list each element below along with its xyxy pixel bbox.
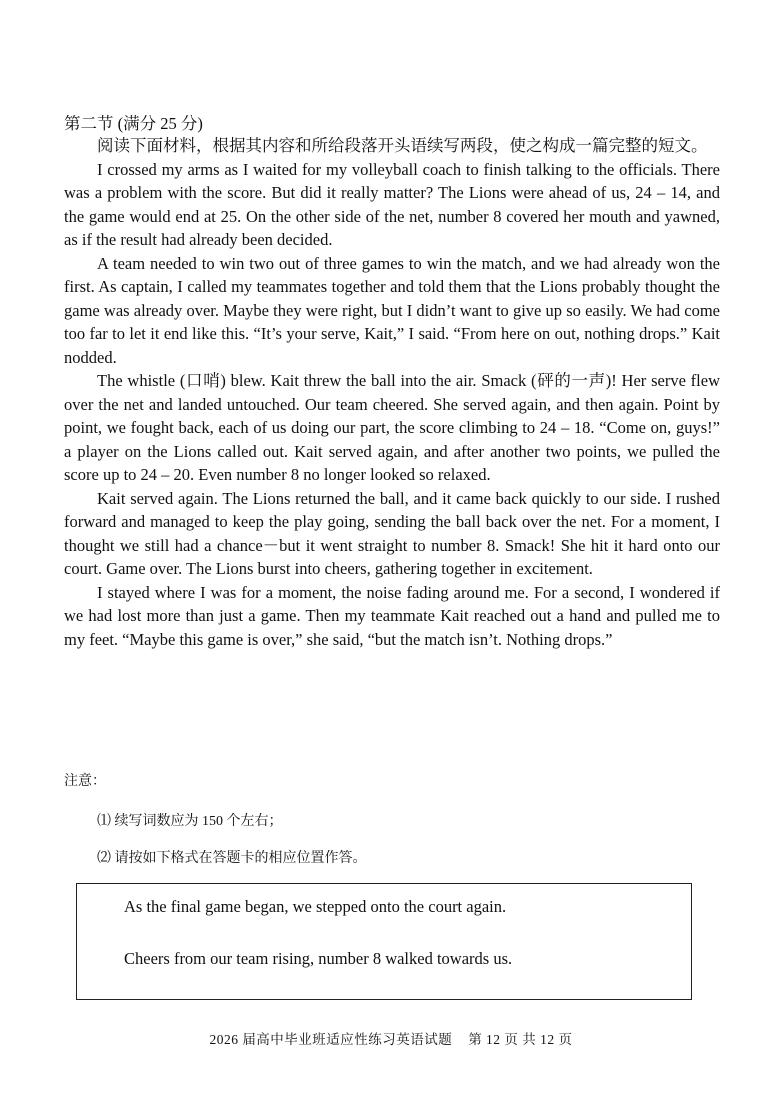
paragraph: A team needed to win two out of three games to win the match, and we had already won the first. As captain, I called my teammates together and told them that the Lions probably thought the game was already over. Maybe they were right, but I didn’t want to give up so easily. We had come too far to let it end like this. “It’s your serve, Kait,” I said. “From here on out, nothing drops.” Kait nodded.: [64, 253, 720, 367]
paragraph-starter: Cheers from our team rising, number 8 walked towards us.: [124, 949, 513, 968]
paragraph: The whistle (口哨) blew. Kait threw the ball into the air. Smack (砰的一声)! Her serve flew over the net and landed untouched. Our team cheered. She served again, and then again. Point by point, we fought back, each of us doing our part, the score climbing to 24 – 18. “Come on, guys!” a player on the Lions called out. Kait served again, and after another two points, we pulled the score up to 24 – 20. Even number 8 no longer looked so relaxed.: [64, 371, 720, 484]
paragraph: I crossed my arms as I waited for my volleyball coach to finish talking to the officials. There was a problem with the score. But did it really matter? The Lions were ahead of us, 24 – 14, and the game would end at 25. On the other side of the net, number 8 covered her mouth and yawned, as if the result had already been decided.: [64, 159, 720, 249]
page-footer: [0, 1030, 782, 1050]
passage: [64, 134, 720, 651]
page-number: 第 12 页 共 12 页: [468, 1032, 573, 1047]
paragraph-starter: As the final game began, we stepped onto the court again.: [124, 897, 507, 916]
note-item: ⑴ 续写词数应为 150 个左右；: [97, 814, 283, 829]
notes-title: 注意：: [64, 774, 106, 789]
section-title: 第二节 (满分 25 分): [64, 114, 203, 133]
paragraph: I stayed where I was for a moment, the noise fading around me. For a second, I wondered if we had lost more than just a game. Then my teammate Kait reached out a hand and pulled me to my feet. “Maybe this game is over,” she said, “but the match isn’t. Nothing drops.”: [64, 582, 720, 649]
exam-title: 2026 届高中毕业班适应性练习英语试题: [209, 1032, 453, 1047]
answer-box: [76, 883, 692, 1000]
paragraph: Kait served again. The Lions returned the ball, and it came back quickly to our side. I rushed forward and managed to keep the play going, sending the ball back over the net. For a moment, I thought we still had a chance－but it went straight to number 8. Smack! She hit it hard onto our court. Game over. The Lions burst into cheers, gathering together in excitement.: [64, 488, 720, 578]
instruction: 阅读下面材料，根据其内容和所给段落开头语续写两段，使之构成一篇完整的短文。: [97, 136, 708, 155]
note-item: ⑵ 请按如下格式在答题卡的相应位置作答。: [97, 851, 367, 866]
